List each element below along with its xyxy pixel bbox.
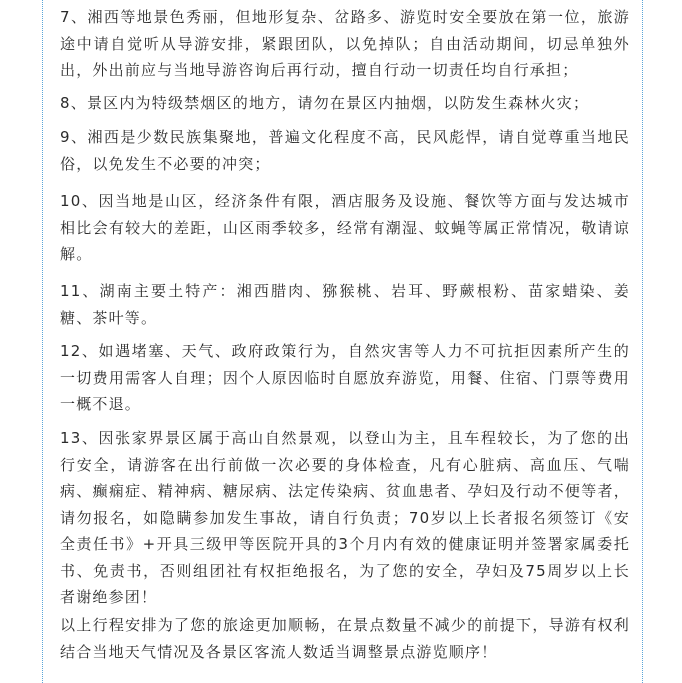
notice-item-8: 8、景区内为特级禁烟区的地方，请勿在景区内抽烟，以防发生森林火灾； — [60, 94, 590, 112]
notice-item-7: 7、湘西等地景色秀丽，但地形复杂、岔路多、游览时安全要放在第一位，旅游途中请自觉听从导游安排，紧跟团队，以免掉队；自由活动期间，切忌单独外出，外出前应与当地导游咨询后再行动，擅自行动一切责任均自行承担； — [60, 8, 630, 79]
closing-note: 以上行程安排为了您的旅途更加顺畅，在景点数量不减少的前提下，导游有权利结合当地天气情况及各景区客流人数适当调整景点游览顺序！ — [60, 616, 630, 661]
notice-item-12: 12、如遇堵塞、天气、政府政策行为，自然灾害等人力不可抗拒因素所产生的一切费用需客人自理；因个人原因临时自愿放弃游览，用餐、住宿、门票等费用一概不退。 — [60, 342, 630, 413]
notice-item-13: 13、因张家界景区属于高山自然景观，以登山为主，且车程较长，为了您的出行安全，请游客在出行前做一次必要的身体检查，凡有心脏病、高血压、气喘病、癫痫症、精神病、糖尿病、法定传染病、贫血患者、孕妇及行动不便等者，请勿报名，如隐瞒参加发生事故，请自行负责；70岁以上长者报名须签订《安全责任书》+开具三级甲等医院开具的3个月内有效的健康证明并签署家属委托书、免责书，否则组团社有权拒绝报名，为了您的安全，孕妇及75周岁以上长者谢绝参团！ — [60, 429, 630, 606]
notice-item-10: 10、因当地是山区，经济条件有限，酒店服务及设施、餐饮等方面与发达城市相比会有较大的差距，山区雨季较多，经常有潮湿、蚊蝇等属正常情况，敬请谅解。 — [60, 192, 630, 263]
notice-item-11: 11、湖南主要土特产：湘西腊肉、猕猴桃、岩耳、野蕨根粉、苗家蜡染、姜糖、茶叶等。 — [60, 282, 630, 327]
notice-item-9: 9、湘西是少数民族集聚地，普遍文化程度不高，民风彪悍，请自觉尊重当地民俗，以免发生不必要的冲突； — [60, 128, 630, 173]
